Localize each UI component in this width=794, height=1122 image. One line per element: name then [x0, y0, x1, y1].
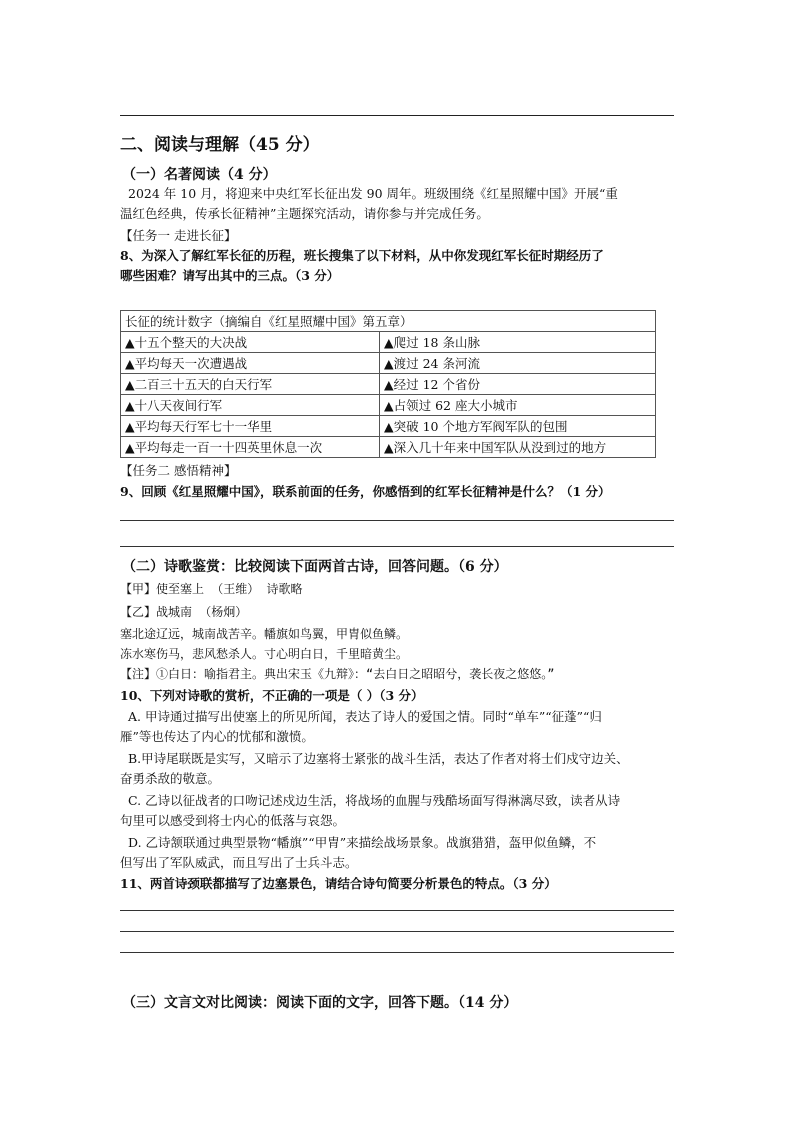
table-row — [121, 416, 656, 437]
answer-line[interactable] — [120, 952, 674, 953]
table-cell: ▲平均每走一百一十四英里休息一次 — [121, 437, 380, 458]
table-row — [121, 353, 656, 374]
answer-line[interactable] — [120, 546, 674, 547]
table-row — [121, 374, 656, 395]
table-cell: ▲经过 12 个省份 — [380, 374, 656, 395]
poem-b-line1: 塞北途辽远，城南战苦辛。幡旗如鸟翼，甲胄似鱼鳞。 — [120, 627, 409, 641]
question-8-line2: 哪些困难？请写出其中的三点。（3 分） — [120, 268, 340, 283]
task1-label: 【任务一 走进长征】 — [120, 228, 237, 243]
table-cell: ▲平均每天一次遭遇战 — [121, 353, 380, 374]
part3-title: （三）文言文对比阅读：阅读下面的文字，回答下题。（14 分） — [122, 995, 518, 1011]
answer-line[interactable] — [120, 931, 674, 932]
part2-title: （二）诗歌鉴赏：比较阅读下面两首古诗，回答问题。（6 分） — [122, 559, 508, 575]
part1-intro-line1: 2024 年 10 月，将迎来中央红军长征出发 90 周年。班级围绕《红星照耀中国》开展“重 — [128, 186, 618, 201]
question-10: 10、下列对诗歌的赏析，不正确的一项是（ ）（3 分） — [120, 688, 424, 703]
table-row — [121, 332, 656, 353]
table-caption: 长征的统计数字（摘编自《红星照耀中国》第五章） — [121, 311, 656, 332]
table-cell: ▲深入几十年来中国军队从没到过的地方 — [380, 437, 656, 458]
poem-a-heading: 【甲】使至塞上 （王维） 诗歌略 — [120, 582, 303, 596]
option-a-line1: A. 甲诗通过描写出使塞上的所见所闻，表达了诗人的爱国之情。同时“单车”“征蓬”“归 — [128, 709, 602, 724]
table-cell: ▲突破 10 个地方军阀军队的包围 — [380, 416, 656, 437]
part1-title: （一）名著阅读（4 分） — [122, 167, 277, 183]
option-a-line2: 雁”等也传达了内心的忧郁和激愤。 — [120, 729, 314, 744]
poem-b-heading: 【乙】战城南 （杨炯） — [120, 605, 248, 619]
table-cell: ▲爬过 18 条山脉 — [380, 332, 656, 353]
table-cell: ▲平均每天行军七十一华里 — [121, 416, 380, 437]
question-9: 9、回顾《红星照耀中国》，联系前面的任务，你感悟到的红军长征精神是什么？（1 分） — [120, 484, 611, 499]
poem-b-line2: 冻水寒伤马，悲风愁杀人。寸心明白日，千里暗黄尘。 — [120, 647, 409, 661]
top-rule — [120, 115, 674, 116]
option-c-line2: 句里可以感受到将士内心的低落与哀怨。 — [120, 813, 346, 828]
question-8-line1: 8、为深入了解红军长征的历程，班长搜集了以下材料，从中你发现红军长征时期经历了 — [120, 248, 604, 263]
long-march-stats-table — [120, 310, 656, 458]
option-d-line2: 但写出了军队威武，而且写出了士兵斗志。 — [120, 855, 358, 870]
question-11: 11、两首诗颈联都描写了边塞景色，请结合诗句简要分析景色的特点。（3 分） — [120, 876, 557, 891]
table-cell: ▲渡过 24 条河流 — [380, 353, 656, 374]
table-row — [121, 395, 656, 416]
option-b-line2: 奋勇杀敌的敬意。 — [120, 771, 221, 786]
table-row — [121, 437, 656, 458]
table-cell: ▲占领过 62 座大小城市 — [380, 395, 656, 416]
answer-line[interactable] — [120, 910, 674, 911]
task2-label: 【任务二 感悟精神】 — [120, 463, 237, 478]
option-c-line1: C. 乙诗以征战者的口吻记述戍边生活，将战场的血腥与残酷场面写得淋漓尽致，读者从诗 — [128, 793, 621, 808]
option-d-line1: D. 乙诗颔联通过典型景物“幡旗”“甲胄”来描绘战场景象。战旗猎猎，盔甲似鱼鳞，不 — [128, 835, 597, 850]
section-title: 二、阅读与理解（45 分） — [120, 135, 320, 155]
table-cell: ▲十五个整天的大决战 — [121, 332, 380, 353]
part1-intro-line2: 温红色经典，传承长征精神”主题探究活动，请你参与并完成任务。 — [120, 206, 489, 221]
answer-line[interactable] — [120, 520, 674, 521]
table-cell: ▲二百三十五天的白天行军 — [121, 374, 380, 395]
option-b-line1: B.甲诗尾联既是实写，又暗示了边塞将士紧张的战斗生活，表达了作者对将士们戍守边关、 — [128, 751, 629, 766]
poem-note: 【注】①白日：喻指君主。典出宋玉《九辩》：“去白日之昭昭兮，袭长夜之悠悠。” — [120, 667, 555, 681]
table-cell: ▲十八天夜间行军 — [121, 395, 380, 416]
